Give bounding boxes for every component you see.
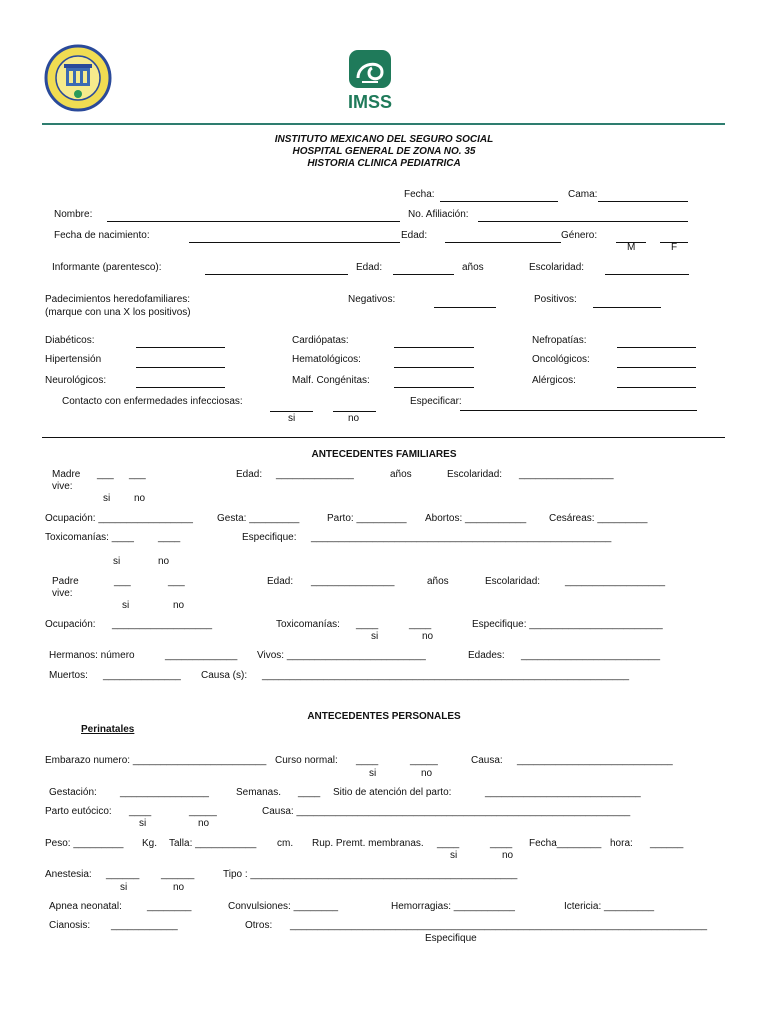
header-line-3: HISTORIA CLINICA PEDIATRICA xyxy=(307,158,461,169)
genero-m-label: M xyxy=(627,242,636,253)
sitio-field[interactable]: ____________________________ xyxy=(485,787,641,798)
hermanos-label: Hermanos: número xyxy=(49,650,135,661)
informante-anos-label: años xyxy=(462,262,484,273)
hematologicos-label: Hematológicos: xyxy=(292,354,361,365)
vivos-field[interactable]: Vivos: _________________________ xyxy=(257,650,426,661)
rup-label: Rup. Premt. membranas. xyxy=(312,838,424,849)
informante-escolaridad-label: Escolaridad: xyxy=(529,262,585,273)
rup-fecha-field[interactable]: Fecha________ xyxy=(529,838,602,849)
padre-anos-label: años xyxy=(427,576,449,587)
cama-field[interactable] xyxy=(598,201,688,202)
edad-field[interactable] xyxy=(445,242,561,243)
neurologicos-label: Neurológicos: xyxy=(45,375,107,386)
eutocico-no-field[interactable]: _____ xyxy=(189,806,217,817)
anestesia-no-field[interactable]: ______ xyxy=(161,869,195,880)
contacto-no-field[interactable] xyxy=(333,411,376,412)
alergicos-label: Alérgicos: xyxy=(532,375,576,386)
madre-escolaridad-field[interactable]: _________________ xyxy=(519,469,614,480)
informante-escolaridad-field[interactable] xyxy=(605,274,689,275)
padre-edad-label: Edad: xyxy=(267,576,294,587)
madre-edad-label: Edad: xyxy=(236,469,263,480)
convulsiones-field[interactable]: Convulsiones: ________ xyxy=(228,901,339,912)
padre-vive-no-field[interactable]: ___ xyxy=(168,576,185,587)
madre-anos-label: años xyxy=(390,469,412,480)
semanas-label: Semanas. xyxy=(236,787,282,798)
parto-field[interactable]: Parto: _________ xyxy=(327,513,407,524)
padre-vive-label: vive: xyxy=(52,588,73,599)
anestesia-label: Anestesia: xyxy=(45,869,92,880)
header-rule xyxy=(42,123,725,125)
padre-toxico-no-label: no xyxy=(422,631,434,642)
familiares-title: ANTECEDENTES FAMILIARES xyxy=(311,449,457,460)
hematologicos-field[interactable] xyxy=(394,367,474,368)
madre-vive-no-field[interactable]: ___ xyxy=(129,469,146,480)
neurologicos-field[interactable] xyxy=(136,387,225,388)
talla-field[interactable]: Talla: ___________ xyxy=(169,838,257,849)
hipertension-label: Hipertensión xyxy=(45,354,102,365)
curso-no-field[interactable]: _____ xyxy=(410,755,438,766)
otros-label: Otros: xyxy=(245,920,273,931)
contacto-si-label: si xyxy=(288,413,296,424)
edad-label: Edad: xyxy=(401,230,428,241)
especificar-field[interactable] xyxy=(460,410,697,411)
eutocico-no-label: no xyxy=(198,818,210,829)
nefropatias-field[interactable] xyxy=(617,347,696,348)
gestacion-field[interactable]: ________________ xyxy=(120,787,209,798)
alergicos-field[interactable] xyxy=(617,387,696,388)
diabeticos-field[interactable] xyxy=(136,347,225,348)
madre-label: Madre xyxy=(52,469,81,480)
hermanos-field[interactable]: _____________ xyxy=(165,650,238,661)
negativos-label: Negativos: xyxy=(348,294,396,305)
malf-label: Malf. Congénitas: xyxy=(292,375,370,386)
madre-toxico-field[interactable]: Toxicomanías: ____ xyxy=(45,532,134,543)
hora-field[interactable]: ______ xyxy=(650,838,684,849)
madre-ocupacion[interactable]: Ocupación: _________________ xyxy=(45,513,193,524)
informante-field[interactable] xyxy=(205,274,348,275)
padre-no-label: no xyxy=(173,600,185,611)
otros-especifique-label: Especifique xyxy=(425,933,477,944)
madre-especifique-label: Especifique: xyxy=(242,532,297,543)
madre-edad-field[interactable]: ______________ xyxy=(276,469,354,480)
cardiopatas-field[interactable] xyxy=(394,347,474,348)
madre-no-label: no xyxy=(134,493,146,504)
contacto-no-label: no xyxy=(348,413,360,424)
gestacion-label: Gestación: xyxy=(49,787,97,798)
negativos-field[interactable] xyxy=(434,307,496,308)
madre-vive-si-field[interactable]: ___ xyxy=(97,469,114,480)
heredo-title: Padecimientos heredofamiliares: xyxy=(45,294,191,305)
padre-toxico-label: Toxicomanías: xyxy=(276,619,340,630)
contacto-si-field[interactable] xyxy=(270,411,313,412)
curso-si-field[interactable]: ____ xyxy=(356,755,379,766)
padre-escolaridad-field[interactable]: __________________ xyxy=(565,576,666,587)
padre-vive-si-field[interactable]: ___ xyxy=(114,576,131,587)
madre-toxico-no-field[interactable]: ____ xyxy=(158,532,181,543)
malf-field[interactable] xyxy=(394,387,474,388)
causa-field[interactable]: ____________________________ xyxy=(517,755,673,766)
fecha-label: Fecha: xyxy=(404,189,435,200)
cama-label: Cama: xyxy=(568,189,598,200)
apnea-field[interactable]: ________ xyxy=(147,901,192,912)
eutocico-si-label: si xyxy=(139,818,147,829)
madre-si-label: si xyxy=(103,493,111,504)
rup-no-label: no xyxy=(502,850,514,861)
embarazo-field[interactable]: Embarazo numero: ________________________ xyxy=(45,755,267,766)
nacimiento-label: Fecha de nacimiento: xyxy=(54,230,150,241)
imss-wordmark: IMSS xyxy=(347,92,393,112)
imss-logo xyxy=(342,48,398,112)
header-line-2: HOSPITAL GENERAL DE ZONA NO. 35 xyxy=(292,146,476,157)
anestesia-si-field[interactable]: ______ xyxy=(106,869,140,880)
oncologicos-label: Oncológicos: xyxy=(532,354,590,365)
gesta-field[interactable]: Gesta: _________ xyxy=(217,513,300,524)
padre-ocupacion-label: Ocupación: xyxy=(45,619,96,630)
hemorragias-field[interactable]: Hemorragias: ___________ xyxy=(391,901,515,912)
madre-toxico-no-label: no xyxy=(158,556,170,567)
causas-label: Causa (s): xyxy=(201,670,248,681)
rup-no-field[interactable]: ____ xyxy=(490,838,513,849)
muertos-field[interactable]: ______________ xyxy=(103,670,181,681)
causa2-field[interactable]: Causa: ____________________________________________________________ xyxy=(262,806,631,817)
apnea-label: Apnea neonatal: xyxy=(49,901,122,912)
otros-field[interactable]: ___________________________________________________________________________ xyxy=(290,920,708,931)
positivos-label: Positivos: xyxy=(534,294,577,305)
peso-field[interactable]: Peso: _________ xyxy=(45,838,124,849)
diabeticos-label: Diabéticos: xyxy=(45,335,95,346)
anestesia-no-label: no xyxy=(173,882,185,893)
especificar-label: Especificar: xyxy=(410,396,462,407)
madre-escolaridad-label: Escolaridad: xyxy=(447,469,503,480)
cianosis-label: Cianosis: xyxy=(49,920,91,931)
ictericia-field[interactable]: Ictericia: _________ xyxy=(564,901,655,912)
padre-si-label: si xyxy=(122,600,130,611)
eutocico-label: Parto eutócico: xyxy=(45,806,112,817)
muertos-label: Muertos: xyxy=(49,670,88,681)
curso-label: Curso normal: xyxy=(275,755,338,766)
curso-no-label: no xyxy=(421,768,433,779)
hipertension-field[interactable] xyxy=(136,367,225,368)
personales-title: ANTECEDENTES PERSONALES xyxy=(307,711,461,722)
madre-especifique-field[interactable]: ______________________________________________________ xyxy=(311,532,612,543)
padre-ocupacion-field[interactable]: __________________ xyxy=(112,619,213,630)
madre-toxico-si-label: si xyxy=(113,556,121,567)
cesareas-field[interactable]: Cesáreas: _________ xyxy=(549,513,648,524)
anestesia-si-label: si xyxy=(120,882,128,893)
contacto-label: Contacto con enfermedades infecciosas: xyxy=(62,396,243,407)
nacimiento-field[interactable] xyxy=(189,242,400,243)
rup-si-field[interactable]: ____ xyxy=(437,838,460,849)
section-divider xyxy=(42,437,725,438)
afiliacion-label: No. Afiliación: xyxy=(408,209,469,220)
informante-edad-label: Edad: xyxy=(356,262,383,273)
positivos-field[interactable] xyxy=(593,307,661,308)
cardiopatas-label: Cardiópatas: xyxy=(292,335,349,346)
semanas-field[interactable]: ____ xyxy=(298,787,321,798)
edades-field[interactable]: _________________________ xyxy=(521,650,661,661)
informante-edad-field[interactable] xyxy=(393,274,454,275)
madre-vive-label: vive: xyxy=(52,481,73,492)
oncologicos-field[interactable] xyxy=(617,367,696,368)
padre-toxico-no-field[interactable]: ____ xyxy=(409,619,432,630)
genero-f-label: F xyxy=(671,242,678,253)
causas-field[interactable]: __________________________________________________________________ xyxy=(262,670,630,681)
curso-si-label: si xyxy=(369,768,377,779)
tipo-field[interactable]: Tipo : ________________________________________________ xyxy=(223,869,518,880)
informante-label: Informante (parentesco): xyxy=(52,262,162,273)
cm-label: cm. xyxy=(277,838,294,849)
padre-label: Padre xyxy=(52,576,79,587)
nombre-label: Nombre: xyxy=(54,209,93,220)
nombre-field[interactable] xyxy=(107,221,400,222)
rup-si-label: si xyxy=(450,850,458,861)
padre-especifique-field[interactable]: Especifique: ________________________ xyxy=(472,619,663,630)
padre-escolaridad-label: Escolaridad: xyxy=(485,576,541,587)
genero-label: Género: xyxy=(561,230,598,241)
kg-label: Kg. xyxy=(142,838,158,849)
hora-label: hora: xyxy=(610,838,633,849)
padre-toxico-si-field[interactable]: ____ xyxy=(356,619,379,630)
afiliacion-field[interactable] xyxy=(478,221,688,222)
padre-edad-field[interactable]: _______________ xyxy=(311,576,395,587)
fecha-field[interactable] xyxy=(440,201,558,202)
cianosis-field[interactable]: ____________ xyxy=(111,920,178,931)
edades-label: Edades: xyxy=(468,650,505,661)
nefropatias-label: Nefropatías: xyxy=(532,335,587,346)
header-line-1: INSTITUTO MEXICANO DEL SEGURO SOCIAL xyxy=(274,134,494,145)
perinatales-heading: Perinatales xyxy=(81,724,135,735)
university-seal-logo xyxy=(44,44,112,112)
eutocico-si-field[interactable]: ____ xyxy=(129,806,152,817)
heredo-note: (marque con una X los positivos) xyxy=(45,307,191,318)
padre-toxico-si-label: si xyxy=(371,631,379,642)
causa-label: Causa: xyxy=(471,755,503,766)
sitio-label: Sitio de atención del parto: xyxy=(333,787,452,798)
abortos-field[interactable]: Abortos: ___________ xyxy=(425,513,527,524)
